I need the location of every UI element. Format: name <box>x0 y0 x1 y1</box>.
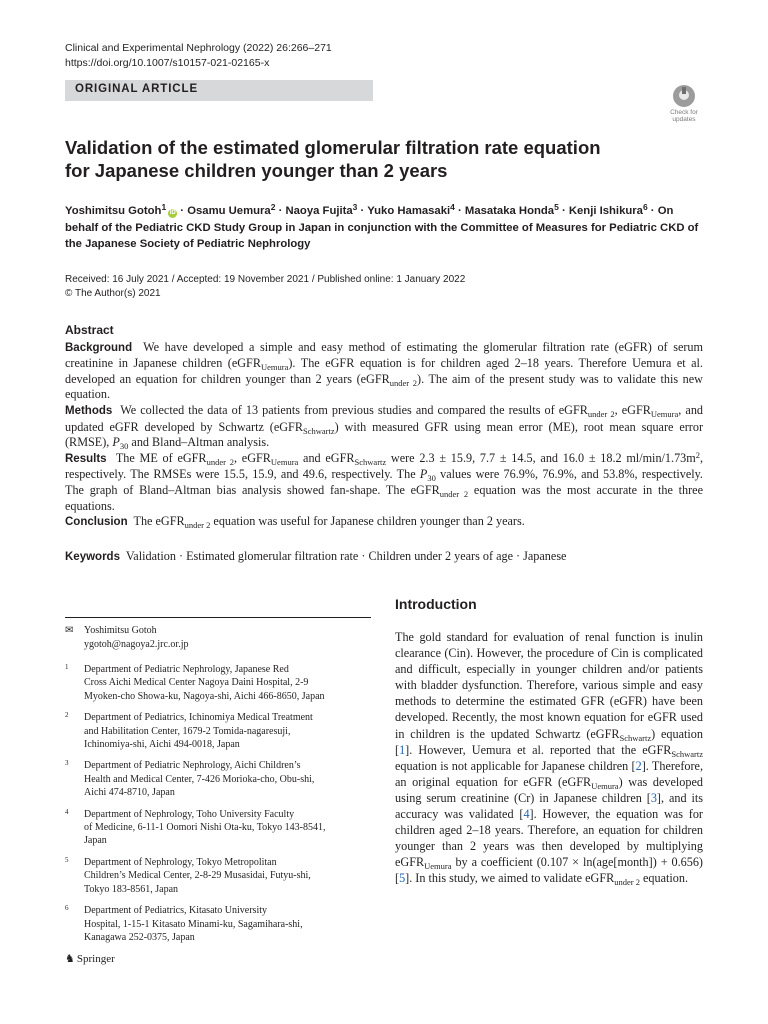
author-name[interactable]: · Osamu Uemura <box>177 205 271 217</box>
copyright-line: © The Author(s) 2021 <box>65 288 161 299</box>
author-name[interactable]: · Naoya Fujita <box>275 205 353 217</box>
citation-link[interactable]: 2 <box>635 758 642 773</box>
affiliation-item: 6 Department of Pediatrics, Kitasato University Hospital, 1-15-1 Kitasato Minami-ku, Sagamihara-shi, Kanagawa 252-0375, Japan <box>65 904 303 943</box>
abstract-background: Background We have developed a simple and easy method of estimating the glomerular filtration rate (eGFR) of serum creatinine in Japanese children (eGFR$_{Uemura}$). The eGFR equation is for children aged 2–18 years. Therefore Uemura et al. developed an equation for children younger than 2 years (eGFR$_{under 2}$). The aim of the present study was to validate this new equation. <box>65 339 704 402</box>
affiliations-list <box>65 663 371 952</box>
abstract-results: Results The ME of eGFR$_{under 2}$, eGFR$_{Uemura}$ and eGFR$_{Schwartz}$ were 2.3 ± 15.9, 7.7 ± 14.5, and 16.0 ± 18.2 $ml/\min/1.73m^2$, respectively. The RMSEs were 15.5, 15.9, and 49.6, respectively. The $P_{30}$ values were 76.9%, 76.9%, and 53.8%, respectively. The graph of Bland–Altman bias analysis showed fan-shape. The eGFR$_{under 2}$ equation was the most accurate in the three equations. <box>65 449 704 513</box>
citation-link[interactable]: 3 <box>650 790 657 805</box>
author-name[interactable]: Yoshimitsu Gotoh <box>65 205 162 217</box>
corresponding-name: Yoshimitsu Gotoh <box>84 625 157 636</box>
article-type-label: ORIGINAL ARTICLE <box>75 83 199 95</box>
abstract-methods: Methods We collected the data of 13 patients from previous studies and compared the results of eGFR$_{under 2}$, eGFR$_{Uemura}$, and updated eGFR developed by Schwartz (eGFR$_{Schwartz}$) with measured GFR using mean error (ME), root mean square error (RMSE), $P_{30}$ and Bland–Altman analysis. <box>65 402 704 452</box>
check-for-updates-button[interactable] <box>665 85 703 125</box>
corresponding-author <box>65 624 371 652</box>
affiliation-item: 1 Department of Pediatric Nephrology, Japanese Red Cross Aichi Medical Center Nagoya Daini Hospital, 2-9 Myoken-cho Showa-ku, Nagoya-shi, Aichi 466-8650, Japan <box>65 663 325 702</box>
title-line-1: Validation of the estimated glomerular filtration rate equation <box>65 137 601 158</box>
author-group: · On behalf of the Pediatric CKD Study Group in Japan in conjunction with the Committee of Measures for Pediatric CKD of the Japanese Society of Pediatric Nephrology <box>65 205 699 250</box>
journal-header <box>65 41 332 71</box>
citation-link[interactable]: 5 <box>399 871 406 886</box>
article-title <box>65 136 705 182</box>
check-updates-caption: Check for updates <box>670 109 698 123</box>
keywords-text: Validation · Estimated glomerular filtration rate · Children under 2 years of age · Japanese <box>125 549 567 563</box>
abstract-conclusion: Conclusion The eGFR$_{under 2}$ equation was useful for Japanese children younger than 2 years. <box>65 514 525 531</box>
abstract-section <box>65 323 703 531</box>
keywords-label: Keywords <box>65 551 120 563</box>
corresponding-email[interactable]: ygotoh@nagoya2.jrc.or.jp <box>84 639 189 650</box>
check-updates-icon <box>673 85 695 107</box>
abstract-heading: Abstract <box>65 323 114 337</box>
orcid-icon[interactable]: iD <box>169 210 176 216</box>
publication-dates <box>65 273 465 301</box>
publisher-logo <box>65 952 115 967</box>
affiliation-item: 2 Department of Pediatrics, Ichinomiya Medical Treatment and Habilitation Center, 1679-2 Tomida-nagaresuji, Ichinomiya-shi, Aichi 494-0018, Japan <box>65 711 313 751</box>
envelope-icon: ✉ <box>65 625 74 636</box>
doi-link[interactable]: https://doi.org/10.1007/s10157-021-02165-x <box>65 57 270 69</box>
citation-link[interactable]: 4 <box>523 807 530 822</box>
keywords <box>65 548 705 565</box>
author-name[interactable]: · Kenji Ishikura <box>558 205 643 217</box>
dates-line: Received: 16 July 2021 / Accepted: 19 November 2021 / Published online: 1 January 2022 <box>65 274 466 285</box>
citation-link[interactable]: 1 <box>399 742 406 757</box>
publisher-name: Springer <box>76 953 115 965</box>
title-line-2: for Japanese children younger than 2 years <box>65 160 448 181</box>
author-name[interactable]: · Yuko Hamasaki <box>357 205 451 217</box>
author-list: Yoshimitsu Gotoh$^1$iD · Osamu Uemura$^2$ · Naoya Fujita$^3$ · Yuko Hamasaki$^4$ · Masataka Honda$^5$ · Kenji Ishikura$^6$ · On behalf of the Pediatric CKD Study Group in Japan in conjunction with the Committee of Measures for Pediatric CKD of the Japanese Society of Pediatric Nephrology <box>65 202 699 250</box>
affiliation-item: 5 Department of Nephrology, Tokyo Metropolitan Children’s Medical Center, 2-8-29 Musasidai, Futyu-shi, Tokyo 183-8561, Japan <box>65 855 311 895</box>
article-type-banner <box>65 80 373 101</box>
affiliation-item: 4 Department of Nephrology, Toho University Faculty of Medicine, 6-11-1 Oomori Nishi Ota-ku, Tokyo 143-8541, Japan <box>65 807 326 847</box>
footnote-divider <box>65 617 371 618</box>
springer-horse-icon: ♞ <box>65 953 75 965</box>
author-name[interactable]: · Masataka Honda <box>454 205 555 217</box>
journal-citation: Clinical and Experimental Nephrology (2022) 26:266–271 <box>65 42 332 54</box>
affiliation-item: 3 Department of Pediatric Nephrology, Aichi Children’s Health and Medical Center, 7-426 Morioka-cho, Obu-shi, Aichi 474-8710, Japan <box>65 759 315 799</box>
introduction-heading: Introduction <box>395 596 477 612</box>
introduction-body: The gold standard for evaluation of renal function is inulin clearance (Cin). However, the procedure of Cin is complicated and difficult, especially in younger children and/or patients with bladder dysfunction. Therefore, various simple and easy methods to determine the estimated GFR (eGFR) have been developed. Recently, the most known equation for eGFR used in children is the updated Schwartz (eGFR$_{Schwartz}$) equation [1]. However, Uemura et al. reported that the eGFR$_{Schwartz}$ equation is not applicable for Japanese children [2]. Therefore, an original equation for eGFR (eGFR$_{Uemura}$) was developed using serum creatinine (Cr) in Japanese children [3], and its accuracy was validated [4]. However, the equation was for children aged 2–18 years. Therefore, an equation for children younger than 2 years was then developed by multiplying eGFR$_{Uemura}$ by a coefficient (0.107 × ln(age[month]) + 0.656) [5]. In this study, we aimed to validate eGFR$_{under 2}$ equation. <box>395 630 704 888</box>
